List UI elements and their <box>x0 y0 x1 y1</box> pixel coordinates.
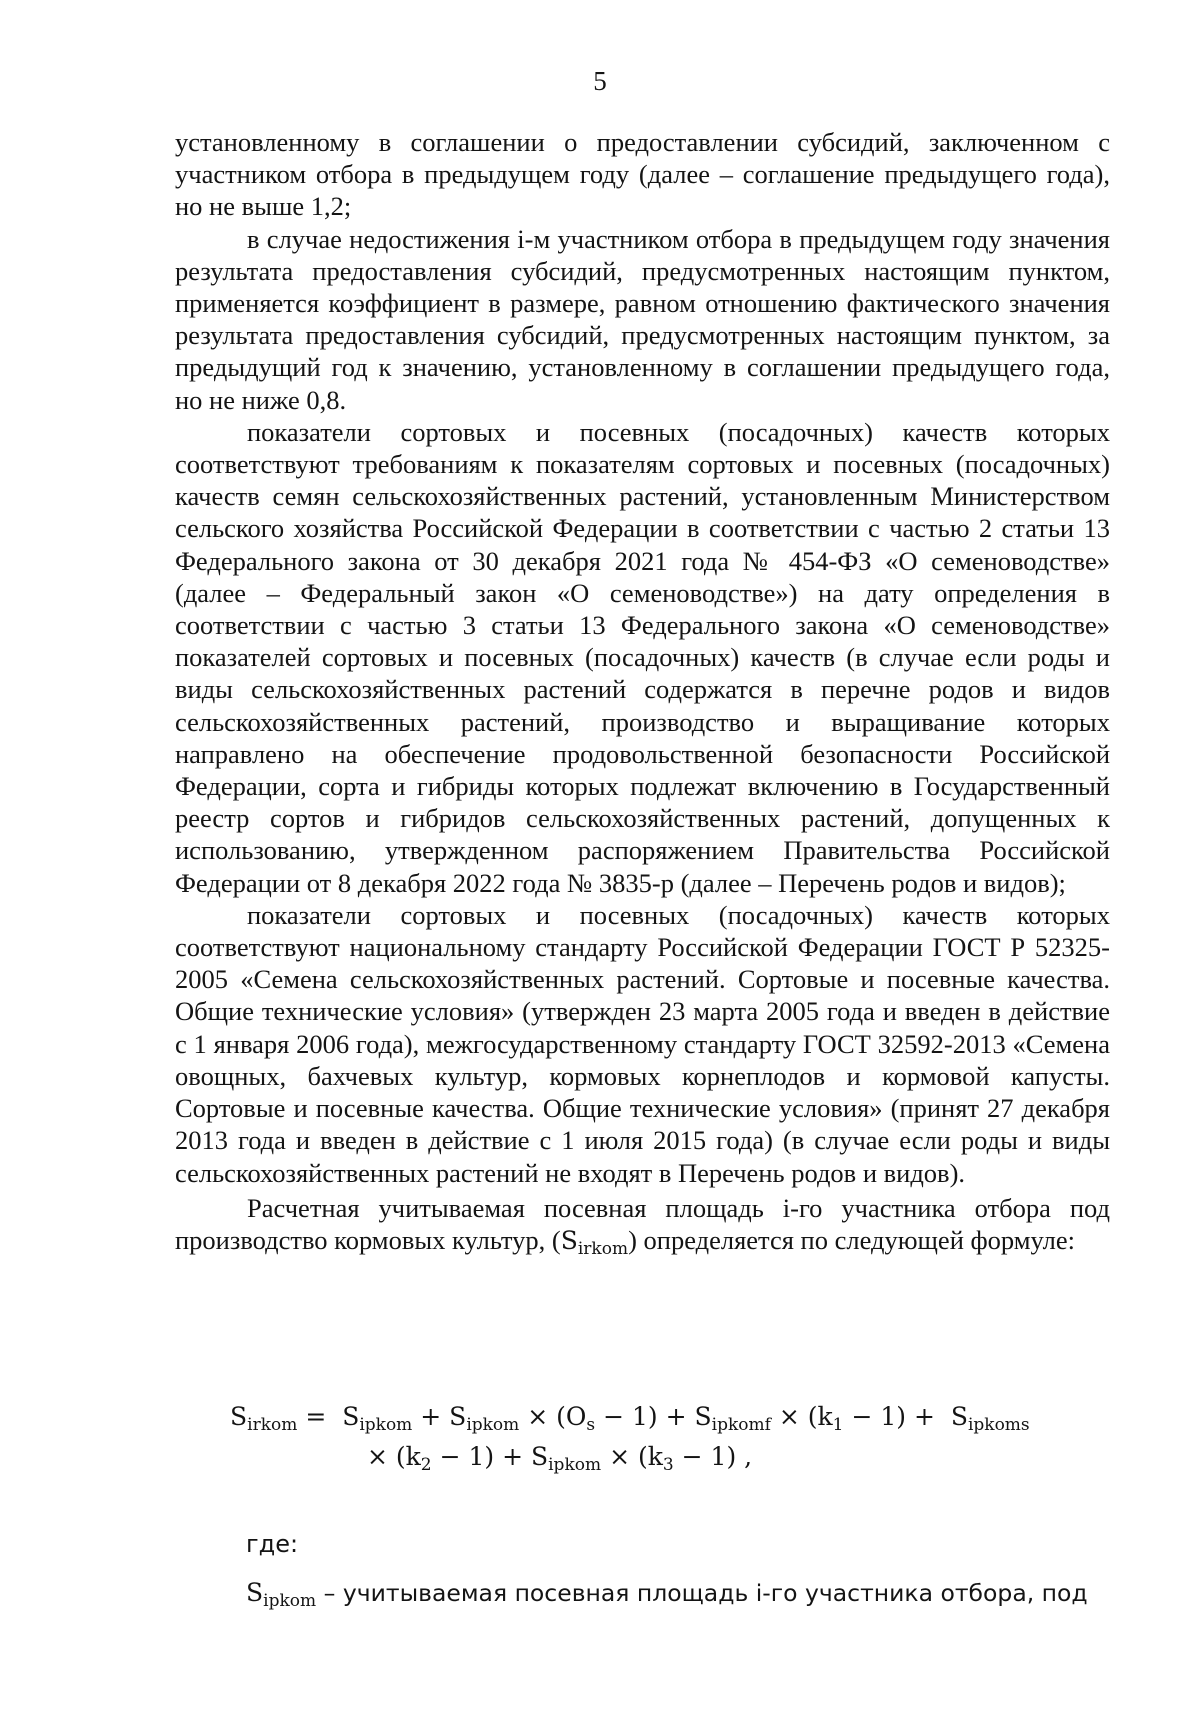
symbol-s-ipkom: $S_{ipkom}$ <box>246 1578 317 1612</box>
paragraph-5-text-after: ) определяется по следующей формуле: <box>628 1224 1075 1255</box>
paragraph-4: показатели сортовых и посевных (посадочных) качеств которых соответствуют национальному стандарту Российской Федерации ГОСТ Р 52325-2005 «Семена сельскохозяйственных растений. Сортовые и посевные качества. Общие технические условия» (утвержден 23 марта 2005 года и введен в действие с 1 января 2006 года), межгосударственному стандарту ГОСТ 32592-2013 «Семена овощных, бахчевых культур, кормовых корнеплодов и кормовой капусты. Сортовые и посевные качества. Общие технические условия» (принят 27 декабря 2013 года и введен в действие с 1 июля 2015 года) (в случае если роды и виды сельскохозяйственных растений не входят в Перечень родов и видов). <box>175 899 1110 1188</box>
definition-s-ipkom <box>246 1578 1110 1612</box>
formula-block <box>230 1402 1110 1482</box>
formula-line-2: × $(k_2 - 1) + S_{ipkom} \times (k_3 - 1)$ , <box>367 1442 753 1476</box>
page-number: 5 <box>593 66 607 96</box>
document-body <box>175 126 1110 1257</box>
where-label: где: <box>246 1530 299 1558</box>
paragraph-1: установленному в соглашении о предоставлении субсидий, заключенном с участником отбора в предыдущем году (далее – соглашение предыдущего года), но не выше 1,2; <box>175 127 1110 222</box>
paragraph-5 <box>175 1192 1110 1257</box>
formula-line-1: $S_{irkom} = S_{ipkom} + S_{ipkom} \times (O_s - 1) + S_{ipkomf} \times (k_1 - 1) + S_{ipkoms}$ <box>230 1402 1030 1436</box>
paragraph-5-text-before: Расчетная учитываемая посевная площадь i-го участника отбора под производство кормовых культур, ( <box>175 1192 1110 1255</box>
definition-text: – учитываемая посевная площадь i-го участника отбора, под <box>316 1579 1088 1607</box>
symbol-s-irkom: $S_{irkom}$ <box>560 1225 629 1259</box>
paragraph-2: в случае недостижения i-м участником отбора в предыдущем году значения результата предоставления субсидий, предусмотренных настоящим пунктом, применяется коэффициент в размере, равном отношению фактического значения результата предоставления субсидий, предусмотренных настоящим пунктом, за предыдущий год к значению, установленному в соглашении предыдущего года, но не ниже 0,8. <box>175 223 1110 415</box>
paragraph-3: показатели сортовых и посевных (посадочных) качеств которых соответствуют требованиям к показателям сортовых и посевных (посадочных) качеств семян сельскохозяйственных растений, установленным Министерством сельского хозяйства Российской Федерации в соответствии с частью 2 статьи 13 Федерального закона от 30 декабря 2021 года № 454-ФЗ «О семеноводстве» (далее – Федеральный закон «О семеноводстве») на дату определения в соответствии с частью 3 статьи 13 Федерального закона «О семеноводстве» показателей сортовых и посевных (посадочных) качеств (в случае если роды и виды сельскохозяйственных растений содержатся в перечне родов и видов сельскохозяйственных растений, производство и выращивание которых направлено на обеспечение продовольственной безопасности Российской Федерации, сорта и гибриды которых подлежат включению в Государственный реестр сортов и гибридов сельскохозяйственных растений, допущенных к использованию, утвержденном распоряжением Правительства Российской Федерации от 8 декабря 2022 года № 3835-р (далее – Перечень родов и видов); <box>175 416 1110 898</box>
